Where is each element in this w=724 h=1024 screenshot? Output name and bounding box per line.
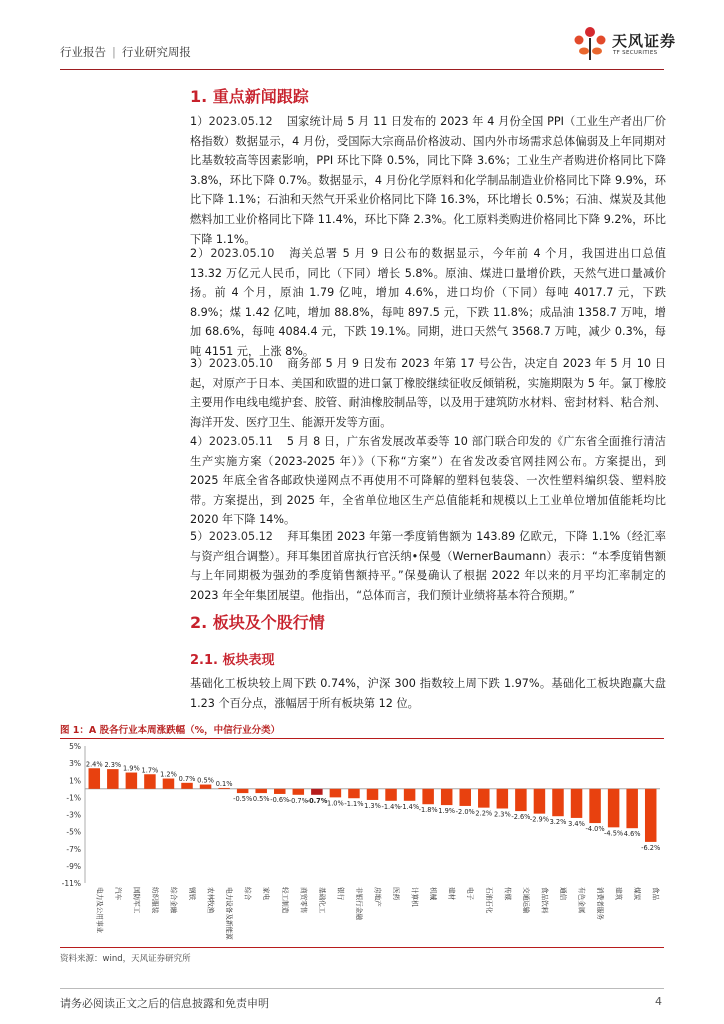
category-label: 消费者服务 [596,887,605,920]
category-label: 石油石化 [484,887,493,914]
category-label: 国防军工 [132,887,141,914]
bar [608,789,620,828]
data-label: -4.5% [604,829,624,838]
y-tick-label: -3% [66,810,81,820]
bar [293,789,305,795]
bar [144,774,156,789]
y-tick-label: -7% [66,844,81,854]
news-text: 海关总署 5 月 9 日公布的数据显示，今年前 4 个月，我国进出口总值 13.32 万亿元人民币，同比（下同）增长 5.8%。原油、煤进口量增价跌，天然气进口量减价扬。前 4 个月，原油 1.79 亿吨，增加 4.6%，进口均价（下同）每吨 4017.7 元，下跌 8.9%；煤 1.42 亿吨，增加 88.8%，每吨 897.5 元，下跌 11.8%；成品油 1358.7 万吨，增加 68.6%，每吨 4084.4 元，下跌 19.1%。同期，进口天然气 3568.7 万吨，减少 0.3%，每吨 4151 元，上涨 8%。 [190,247,666,358]
company-logo [570,24,680,68]
bar [330,789,342,798]
news-item-1 [190,112,666,249]
section-title-market: 2. 板块及个股行情 [190,613,325,632]
category-label: 有色金属 [577,887,586,914]
news-text: 商务部 5 月 9 日发布 2023 年第 17 号公告，决定自 2023 年 5 月 10 日起，对原产于日本、美国和欧盟的进口氯丁橡胶继续征收反倾销税，实施期限为 5 年。氯丁橡胶主要用作电线电缆护套、胶管、耐油橡胶制品等，以及用于建筑防水材料、密封材料、粘合剂、海洋开发、医疗卫生、能源开发等方面。 [190,357,666,429]
bar [404,789,416,801]
data-label: 3.4% [568,819,585,828]
category-label: 建筑 [614,887,623,901]
y-tick-label: -5% [66,827,81,837]
data-label: 1.9% [438,807,456,816]
data-label: 1.0% [327,799,344,808]
flower-logo-icon [570,24,610,64]
report-category: 行业报告 [60,45,106,59]
data-label: 0.5% [252,795,270,804]
category-label: 银行 [336,887,345,901]
y-tick-label: -11% [61,879,81,888]
figure-bottom-rule [60,947,664,948]
news-number: 3） [190,357,209,370]
category-label: 煤炭 [633,887,642,901]
bar [515,789,527,811]
y-tick-label: -9% [66,861,81,871]
subsection-title-sector: 2.1. 板块表现 [190,653,275,668]
data-label: -1.4% [400,802,420,811]
category-label: 基础化工 [317,887,326,914]
category-label: 食品 [651,887,660,901]
bar [441,789,453,805]
news-number: 2） [190,247,211,260]
category-label: 纺织服装 [150,887,159,914]
category-label: 家电 [262,887,271,901]
page-number: 4 [655,995,662,1008]
logo-name-en: TF SECURITIES [613,50,658,56]
data-label: 2.4% [85,760,103,769]
bar [571,789,583,818]
data-label: -1.8% [418,806,438,815]
news-text: 拜耳集团 2023 年第一季度销售额为 143.89 亿欧元，下降 1.1%（经汇率与资产组合调整）。拜耳集团首席执行官沃纳•保曼（WernerBaumann）表示：“本季度销售额与上年同期极为强劲的季度销售额持平。”保曼确认了根据 2022 年以来的月平均汇率制定的 2023 年全年集团展望。他指出，“总体而言，我们预计业绩将基本符合预期。” [190,530,666,602]
bar [589,789,601,823]
news-date: 2023.05.11 [208,435,273,448]
data-label: -1.1% [344,800,364,809]
report-header [60,44,191,60]
news-number: 4） [190,435,209,448]
category-label: 食品饮料 [540,887,549,914]
bar [107,769,119,789]
news-item-3 [190,354,666,432]
data-label: -2.0% [455,807,475,816]
category-label: 非银行金融 [354,887,363,920]
bar [255,789,266,793]
news-number: 5） [190,530,209,543]
bar [181,783,193,789]
category-label: 综合金融 [169,887,178,914]
category-label: 计算机 [410,887,419,907]
news-item-2 [190,244,666,362]
bar [311,789,323,795]
news-item-4 [190,432,666,530]
bar [218,788,230,789]
bar [348,789,360,798]
news-date: 2023.05.12 [208,530,273,543]
category-label: 医药 [392,887,401,901]
news-number: 1） [190,115,209,128]
data-label: 3.2% [549,818,567,827]
figure-source: 资料来源：wind，天风证券研究所 [60,954,191,964]
category-label: 农林牧渔 [206,887,215,914]
news-date: 2023.05.10 [208,357,273,370]
data-label: -0.6% [270,795,290,804]
data-label: -4.0% [585,825,605,834]
data-label: 1.2% [160,770,177,779]
data-label: -0.7% [288,796,308,805]
category-label: 通信 [558,887,567,901]
bar [626,789,638,828]
category-label: 建材 [447,887,456,901]
category-label: 商贸零售 [299,887,308,914]
data-label: -2.9% [529,815,550,824]
data-label: 0.5% [197,776,214,785]
category-label: 电力及公用事业 [95,887,104,934]
bar [237,789,249,793]
data-label: -2.6% [511,813,531,822]
bar [89,768,101,789]
section-title-news: 1. 重点新闻跟踪 [190,87,309,106]
header-divider [60,69,664,70]
bar [200,785,212,789]
data-label: 2.3% [104,761,122,770]
sector-intro: 基础化工板块较上周下跌 0.74%，沪深 300 指数较上周下跌 1.97%。基础化工板块跑赢大盘 1.23 个百分点，涨幅居于所有板块第 12 位。 [190,677,666,710]
report-subcategory: 行业研究周报 [121,45,191,59]
data-label: 0.1% [215,779,233,788]
bar [459,789,471,806]
bar [163,779,175,789]
data-label: -1.4% [381,802,401,811]
bar [422,789,434,804]
data-label: 1.7% [141,766,159,775]
category-label: 轻工制造 [280,887,289,914]
data-label: -0.5% [233,795,253,804]
y-tick-label: 1% [69,776,81,786]
news-text: 5 月 8 日，广东省发展改革委等 10 部门联合印发的《广东省全面推行清洁生产实施方案（2023-2025 年）》（下称“方案”）在省发改委官网挂网公布。方案提出，到 2025 年底全省各邮政快递网点不再使用不可降解的塑料包装袋、一次性塑料编织袋、塑料胶带。方案提出，到 2025 年，全省单位地区生产总值能耗和规模以上工业单位增加值能耗均比 2020 年下降 14%。 [190,435,666,527]
data-label: -6.2% [641,843,661,852]
category-label: 房地产 [373,887,382,907]
header-separator: | [112,45,116,59]
bar [645,789,657,842]
footer-divider [60,988,664,989]
bar [367,789,379,800]
news-item-5 [190,527,666,605]
data-label: -0.7% [306,796,328,805]
y-tick-label: 5% [69,742,81,751]
category-label: 交通运输 [521,887,530,914]
industry-performance-chart [60,740,664,945]
bar [478,789,490,808]
bar [534,789,546,814]
y-tick-label: 3% [69,759,81,769]
category-label: 汽车 [113,887,122,901]
category-label: 电子 [466,887,475,901]
category-label: 机械 [429,887,438,901]
data-label: 2.3% [493,810,511,819]
data-label: 4.6% [623,830,641,839]
bar [497,789,509,809]
footer-disclaimer: 请务必阅读正文之后的信息披露和免责申明 [60,997,269,1010]
figure-title: 图 1：A 股各行业本周涨跌幅（%，中信行业分类） [60,725,281,736]
figure-top-rule [60,738,664,739]
data-label: 2.2% [475,809,493,818]
bar [552,789,564,816]
category-label: 钢铁 [188,887,197,901]
category-label: 综合 [243,887,252,901]
bar [274,789,286,794]
bar [126,773,138,789]
category-label: 电力设备及新能源 [225,887,234,940]
logo-name-cn: 天风证券 [612,32,677,50]
data-label: 0.7% [178,774,196,783]
news-date: 2023.05.12 [208,115,273,128]
news-text: 国家统计局 5 月 11 日发布的 2023 年 4 月份全国 PPI（工业生产者出厂价格指数）数据显示，4 月份，受国际大宗商品价格波动、国内外市场需求总体偏弱及上年同期对比基数较高等因素影响，PPI 环比下降 0.5%，同比下降 3.6%；工业生产者购进价格同比下降 3.8%，环比下降 0.7%。数据显示，4 月份化学原料和化学制品制造业价格同比下降 9.9%，环比下降 1.1%；石油和天然气开采业价格同比下降 16.3%，环比增长 0.5%；石油、煤炭及其他燃料加工业价格同比下降 11.4%，环比下降 2.3%。化工原料类购进价格同比下降 9.2%，环比下降 1.1%。 [190,115,666,246]
news-date: 2023.05.10 [210,247,275,260]
y-tick-label: -1% [66,793,81,803]
data-label: 1.9% [122,764,140,773]
bar [385,789,397,801]
category-label: 传媒 [503,887,512,901]
data-label: 1.3% [364,801,381,810]
